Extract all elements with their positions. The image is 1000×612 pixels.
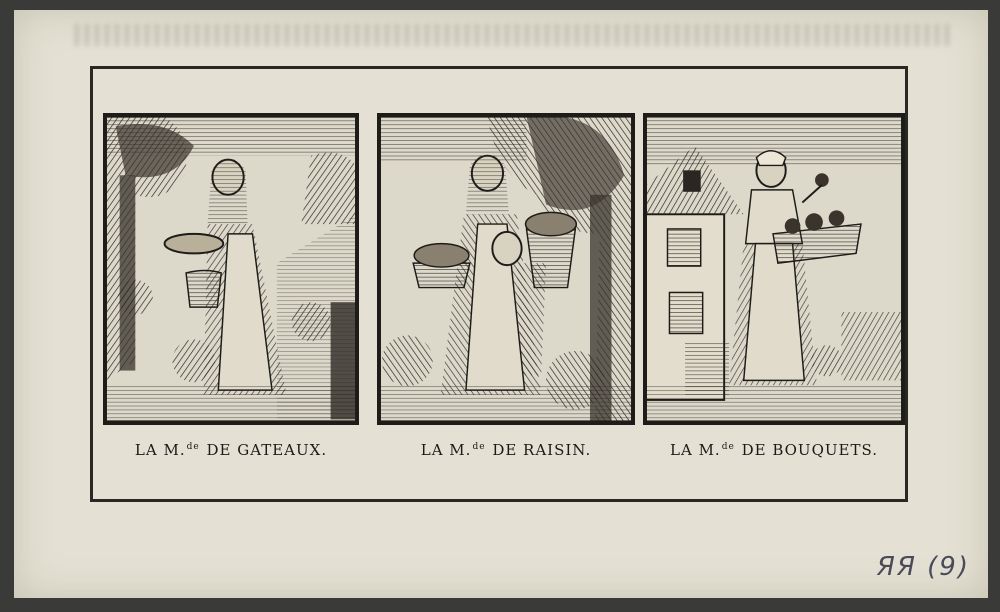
woodcut-flower-seller: [646, 116, 902, 422]
panel-flower-seller: [643, 113, 905, 425]
engraving-frame: [90, 66, 908, 502]
woodcut-grape-seller: [380, 116, 632, 422]
woodcut-cake-seller: [106, 116, 356, 422]
caption-grape-seller: LA M.$^{de}$ DE RAISIN.: [420, 441, 592, 459]
caption-flower-seller: LA M.$^{de}$ DE BOUQUETS.: [670, 441, 878, 459]
panel-grape-seller: [377, 113, 635, 425]
pencil-note: ЯЯ (9): [876, 552, 970, 582]
ink-bleed-through: [74, 24, 954, 46]
panel-cake-seller: [103, 113, 359, 425]
caption-cake-seller: LA M.$^{de}$ DE GATEAUX.: [134, 441, 328, 459]
print-sheet: [14, 10, 988, 598]
